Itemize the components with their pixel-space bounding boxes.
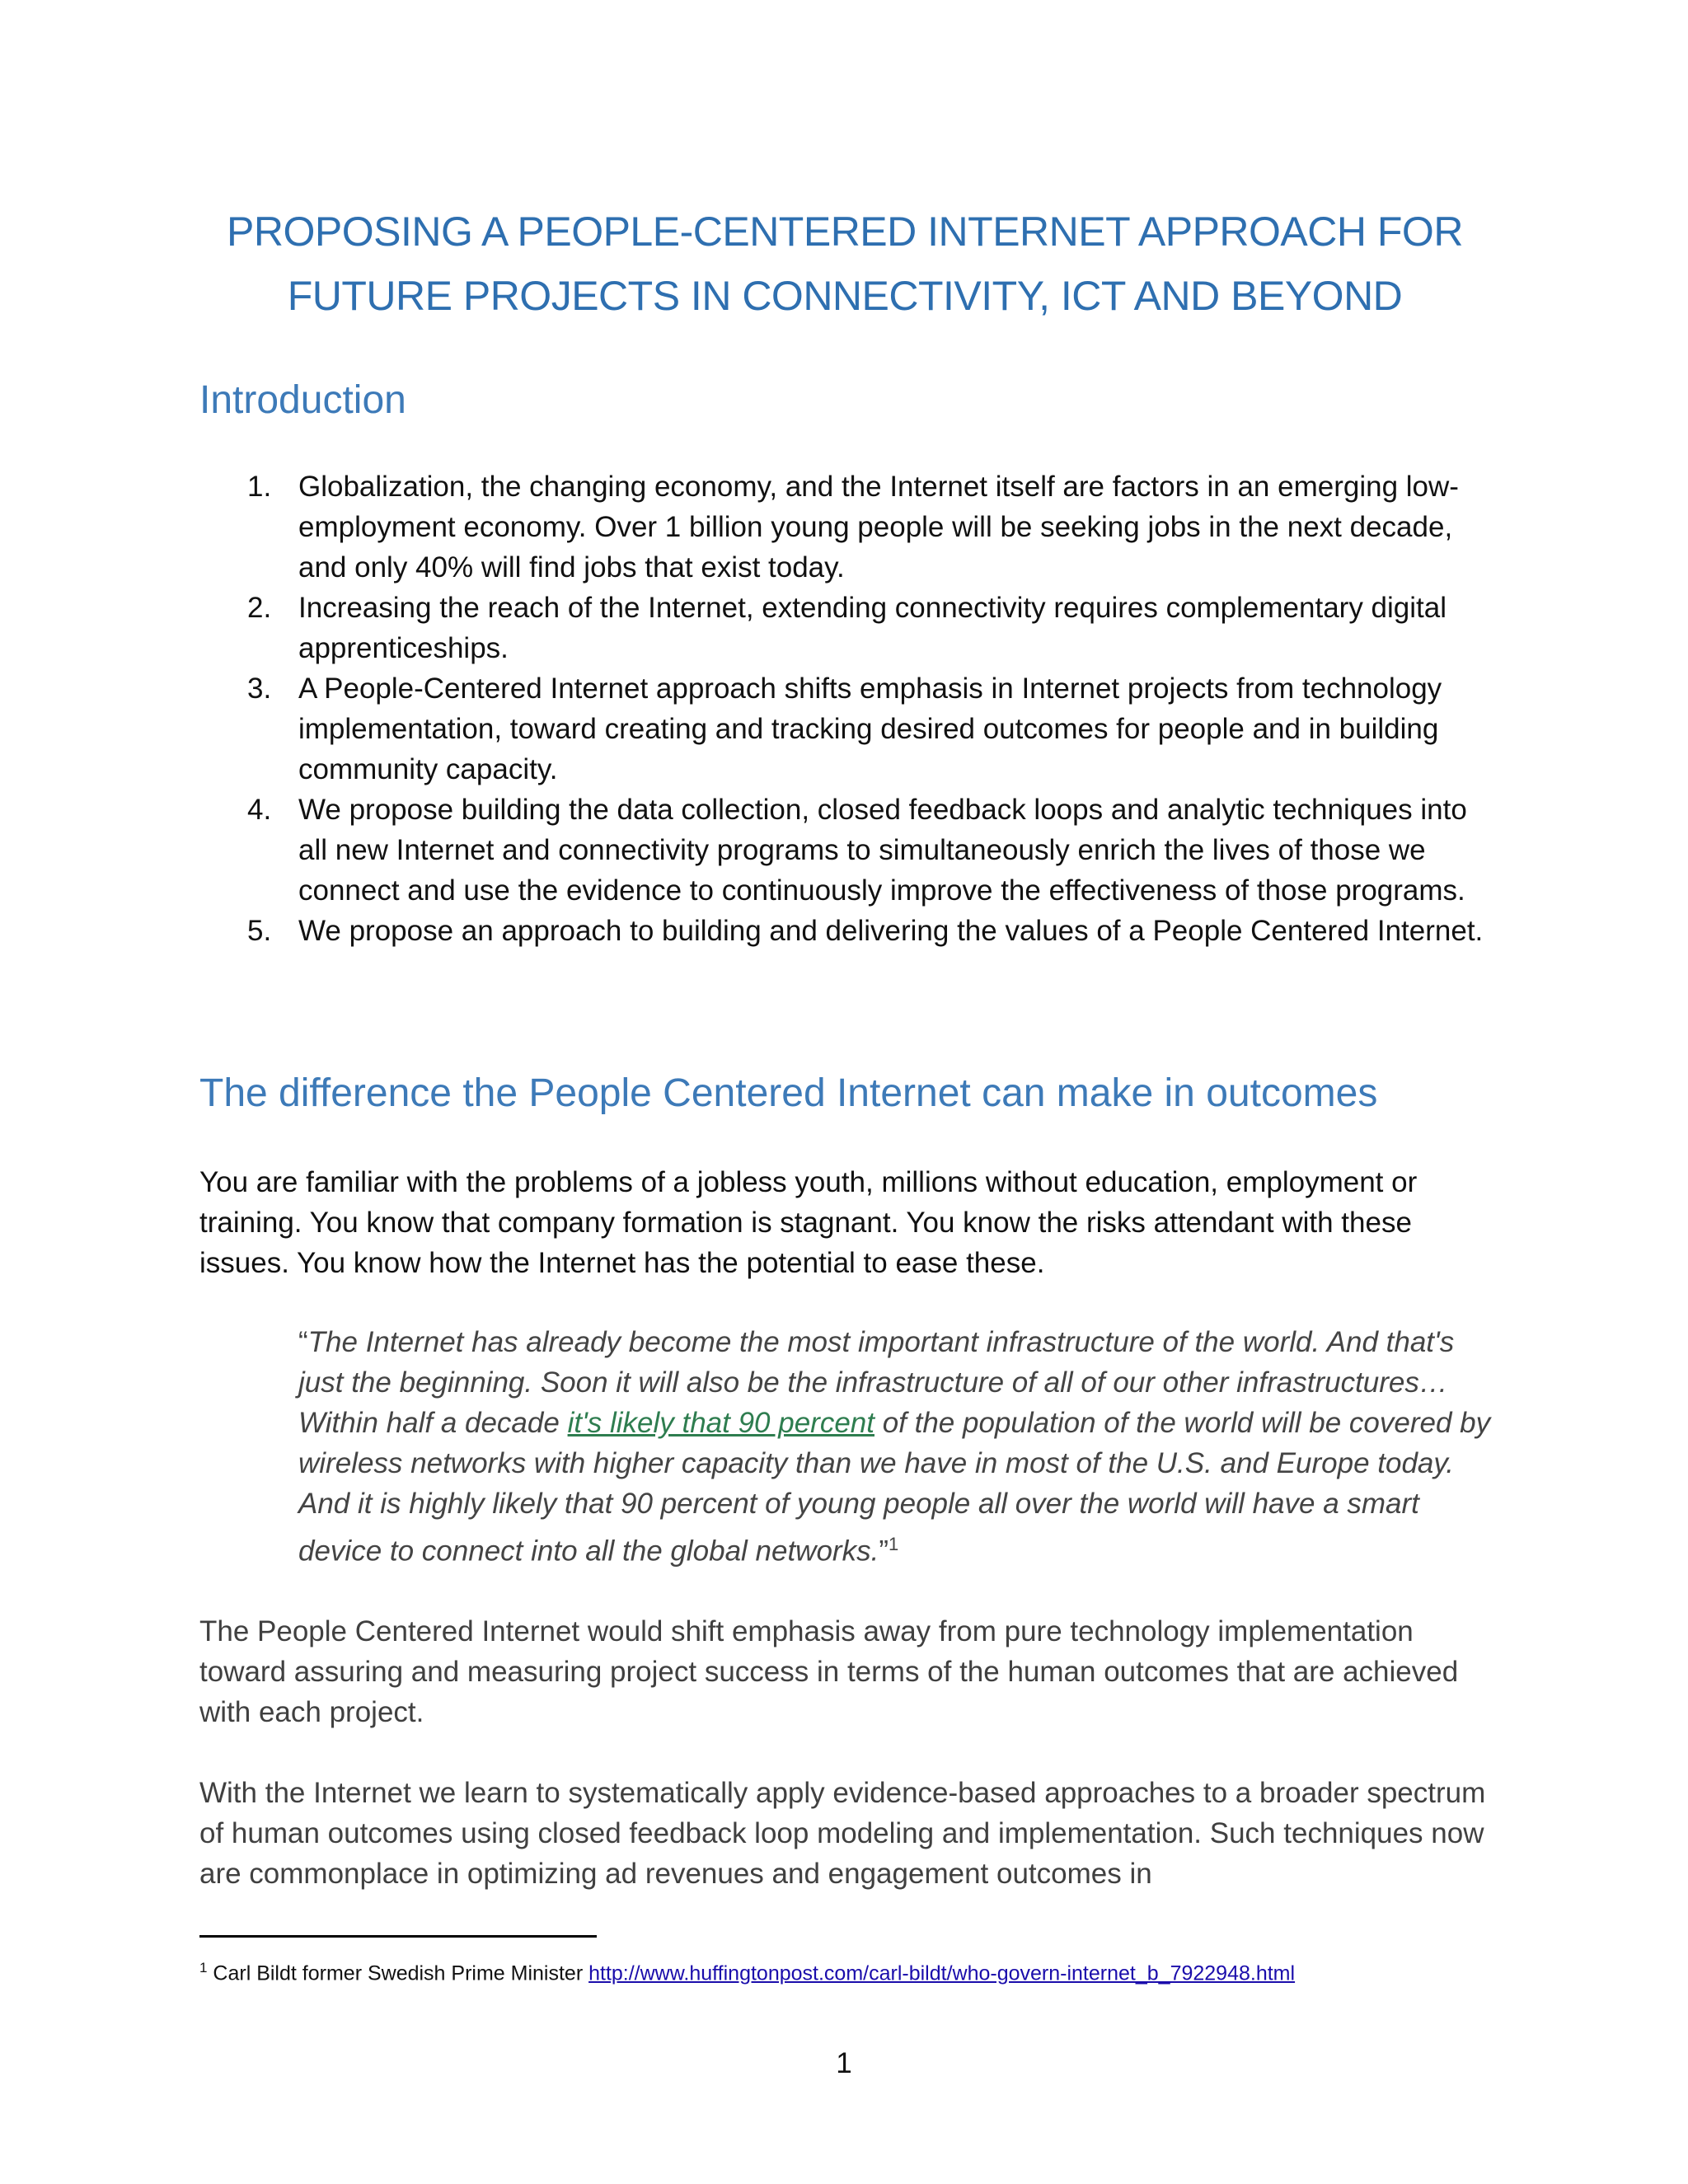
paragraph-shift-emphasis: The People Centered Internet would shift emphasis away from pure technology implementation toward assuring and measuring project success in terms of the human outcomes that are achieved with each project.: [199, 1615, 1459, 1728]
quote-close-mark: ”: [879, 1535, 889, 1568]
quote-link[interactable]: it's likely that 90 percent: [567, 1407, 874, 1439]
quote-text-end: of the population of the world will be covered by wireless networks with higher capacity than we have in most of the U.S. and Europe today. And it is highly likely that 90 percent of young people all over the world will have a smart device to connect into all the global networks.: [298, 1407, 1491, 1568]
list-item-text: We propose building the data collection, closed feedback loops and analytic techniques into all new Internet and connectivity programs to simultaneously enrich the lives of those we connect and use the evidence to continuously improve the effectiveness of those programs.: [298, 794, 1467, 907]
paragraph-evidence-based: With the Internet we learn to systematically apply evidence-based approaches to a broader spectrum of human outcomes using closed feedback loop modeling and implementation. Such techniques now are commonplace in optimizing ad revenues and engagement outcomes in: [199, 1777, 1486, 1890]
document-title: [148, 199, 1541, 328]
list-item-text: A People-Centered Internet approach shifts emphasis in Internet projects from technology implementation, toward creating and tracking desired outcomes for people and in building community capacity.: [298, 673, 1442, 785]
list-item: [247, 466, 1492, 588]
introduction-heading: Introduction: [199, 378, 406, 422]
list-item: [247, 588, 1492, 668]
footnote-text: Carl Bildt former Swedish Prime Minister: [213, 1961, 589, 1985]
list-item: [247, 911, 1492, 951]
footnote-separator: [199, 1935, 597, 1938]
list-item-number: 5.: [247, 915, 272, 947]
quote-text-start: The Internet has already become the most important infrastructure of the world. And that's just the beginning. Soon it will also be the infrastructure of all of our other infrastructures… Within half a decade: [298, 1326, 1455, 1439]
list-item-number: 1.: [247, 471, 272, 503]
list-item-text: Globalization, the changing economy, and the Internet itself are factors in an emerging low-employment economy. Over 1 billion young people will be seeking jobs in the next decade, and only 40% will find jobs that exist today.: [298, 471, 1459, 583]
footnote: [199, 1953, 1518, 1988]
difference-heading: The difference the People Centered Internet can make in outcomes: [199, 1071, 1378, 1115]
quote-open-mark: “: [298, 1326, 308, 1358]
block-quote: [298, 1322, 1502, 1572]
paragraph-familiar-problems: You are familiar with the problems of a jobless youth, millions without education, employment or training. You know that company formation is stagnant. You know the risks attendant with these issues. You know how the Internet has the potential to ease these.: [199, 1166, 1418, 1279]
list-item-text: Increasing the reach of the Internet, extending connectivity requires complementary digital apprenticeships.: [298, 592, 1447, 664]
list-item-number: 2.: [247, 592, 272, 624]
list-item-number: 4.: [247, 794, 272, 826]
footnote-link[interactable]: http://www.huffingtonpost.com/carl-bildt/who-govern-internet_b_7922948.html: [588, 1961, 1296, 1985]
title-line-1: PROPOSING A PEOPLE-CENTERED INTERNET APPROACH FOR: [227, 209, 1463, 255]
page-number: 1: [836, 2047, 852, 2079]
list-item-number: 3.: [247, 673, 272, 705]
list-item: [247, 790, 1492, 911]
list-item-text: We propose an approach to building and delivering the values of a People Centered Internet.: [298, 915, 1484, 947]
footnote-marker: 1: [199, 1960, 208, 1975]
footnote-reference[interactable]: 1: [888, 1534, 899, 1554]
list-item: [247, 668, 1492, 790]
title-line-2: FUTURE PROJECTS IN CONNECTIVITY, ICT AND BEYOND: [287, 273, 1403, 319]
introduction-list: [247, 466, 1492, 951]
